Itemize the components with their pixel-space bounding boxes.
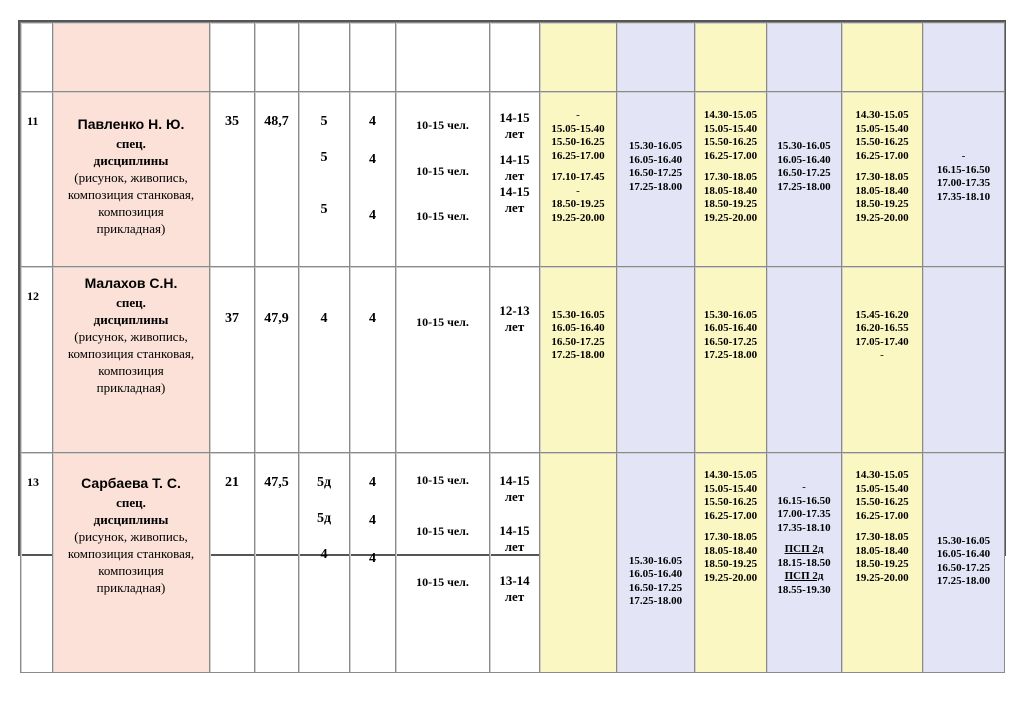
time-slot: 16.05-16.40 xyxy=(777,153,831,166)
class-count: 5 xyxy=(320,202,328,217)
detail-line: прикладная) xyxy=(96,221,166,236)
header-cell-name xyxy=(53,23,210,92)
header-cell xyxy=(350,23,396,92)
detail-line: композиция станковая, xyxy=(67,187,195,202)
age-range: 14-15 xyxy=(499,473,530,488)
age-unit: лет xyxy=(504,489,525,504)
hours-count: 4 xyxy=(369,475,376,490)
value-cell: 47,9 xyxy=(255,267,299,453)
schedule-cell xyxy=(923,267,1005,453)
time-slot: - xyxy=(576,184,580,197)
schedule-cell xyxy=(617,267,695,453)
time-slot: ПСП 2д xyxy=(784,543,824,555)
header-cell xyxy=(255,23,299,92)
time-slot: 16.15-16.50 xyxy=(777,494,831,507)
detail-line: композиция xyxy=(98,204,164,219)
header-cell xyxy=(396,23,490,92)
time-slot: 19.25-20.00 xyxy=(855,571,909,584)
group-size: 10-15 чел. xyxy=(416,118,469,132)
time-slot: 15.30-16.05 xyxy=(628,554,683,567)
time-slot: 17.30-18.05 xyxy=(855,531,909,543)
schedule-cell xyxy=(767,92,842,267)
detail-line: (рисунок, живопись, xyxy=(74,170,188,185)
time-slot: ПСП 2д xyxy=(784,570,824,582)
time-slot: 17.25-18.00 xyxy=(777,180,831,193)
time-slot: 17.30-18.05 xyxy=(703,531,758,543)
schedule-cell xyxy=(842,92,923,267)
time-slot: 15.50-16.25 xyxy=(703,496,758,508)
hours-count: 4 xyxy=(350,267,396,453)
class-count: 4 xyxy=(320,547,328,562)
time-slot: - xyxy=(576,109,580,121)
time-slot: 16.05-16.40 xyxy=(936,548,991,560)
header-cell xyxy=(299,23,350,92)
detail-line: композиция xyxy=(98,563,164,578)
detail-line: (рисунок, живопись, xyxy=(74,529,188,544)
class-count: 4 xyxy=(299,267,350,453)
detail-line: прикладная) xyxy=(96,580,166,595)
time-slot: 18.15-18.50 xyxy=(777,556,831,569)
group-cell xyxy=(396,453,490,673)
hours-cell xyxy=(350,92,396,267)
time-slot: 16.50-17.25 xyxy=(551,335,605,348)
detail-line: композиция xyxy=(98,363,164,378)
time-slot: 16.20-16.55 xyxy=(855,322,909,334)
group-size: 10-15 чел. xyxy=(416,524,469,538)
time-slot: 18.50-19.25 xyxy=(703,558,758,570)
time-slot: 19.25-20.00 xyxy=(855,211,909,224)
class-count: 5д xyxy=(316,475,332,490)
time-slot: 17.05-17.40 xyxy=(855,335,909,348)
age-cell xyxy=(490,453,540,673)
age-unit: лет xyxy=(504,200,525,215)
hours-cell xyxy=(350,453,396,673)
time-slot: 18.05-18.40 xyxy=(703,184,758,197)
time-slot: 15.30-16.05 xyxy=(703,308,758,321)
age-unit: лет xyxy=(504,589,525,604)
row-number: 11 xyxy=(21,92,53,267)
hours-count: 4 xyxy=(369,152,376,167)
schedule-cell xyxy=(540,92,617,267)
time-slot: 17.00-17.35 xyxy=(936,177,991,189)
hours-count: 4 xyxy=(369,208,376,223)
time-slot: 17.25-18.00 xyxy=(628,180,683,193)
class-count-cell xyxy=(299,453,350,673)
header-day-cell xyxy=(767,23,842,92)
time-slot: 15.05-15.40 xyxy=(551,122,605,135)
age-range: 14-15 xyxy=(499,152,530,167)
teacher-cell xyxy=(53,267,210,453)
age-range: 14-15 xyxy=(499,110,530,125)
age-range: 14-15 xyxy=(499,523,530,538)
schedule-cell xyxy=(842,453,923,673)
schedule-cell xyxy=(695,92,767,267)
time-slot: 19.25-20.00 xyxy=(703,211,758,224)
age-unit: лет xyxy=(504,126,525,141)
schedule-cell xyxy=(540,267,617,453)
age-cell xyxy=(490,267,540,453)
time-slot: 16.05-16.40 xyxy=(703,322,758,334)
value-cell: 37 xyxy=(210,267,255,453)
schedule-cell xyxy=(923,453,1005,673)
hours-count: 4 xyxy=(369,551,376,566)
time-slot: 17.35-18.10 xyxy=(936,190,991,203)
time-slot: 18.05-18.40 xyxy=(855,544,909,557)
time-slot: 15.30-16.05 xyxy=(628,140,683,152)
time-slot: 18.05-18.40 xyxy=(855,184,909,197)
group-cell xyxy=(396,92,490,267)
time-slot: 17.25-18.00 xyxy=(936,575,991,587)
teacher-cell xyxy=(53,453,210,673)
group-size: 10-15 чел. xyxy=(416,164,469,178)
disc-label: дисциплины xyxy=(93,312,169,327)
time-slot: 16.25-17.00 xyxy=(551,149,605,162)
time-slot: 15.50-16.25 xyxy=(703,136,758,148)
age-range: 13-14 xyxy=(499,573,530,588)
schedule-cell xyxy=(695,267,767,453)
teacher-cell xyxy=(53,92,210,267)
schedule-cell xyxy=(617,92,695,267)
time-slot: - xyxy=(880,349,884,361)
class-count: 5 xyxy=(320,114,328,129)
header-day-cell xyxy=(695,23,767,92)
group-size: 10-15 чел. xyxy=(416,209,469,223)
time-slot: 16.05-16.40 xyxy=(628,153,683,166)
row-number: 13 xyxy=(21,453,53,673)
header-cell-num xyxy=(21,23,53,92)
hours-count: 4 xyxy=(369,114,376,129)
time-slot: 18.50-19.25 xyxy=(551,198,605,210)
schedule-cell xyxy=(767,267,842,453)
time-slot: 16.50-17.25 xyxy=(628,167,683,179)
time-slot: 17.10-17.45 xyxy=(551,171,605,183)
detail-line: композиция станковая, xyxy=(67,346,195,361)
teacher-name: Сарбаева Т. С. xyxy=(81,475,181,491)
time-slot: 18.55-19.30 xyxy=(777,583,831,596)
age-unit: лет xyxy=(504,539,525,554)
value-cell: 47,5 xyxy=(255,453,299,673)
time-slot: 16.05-16.40 xyxy=(551,322,605,334)
schedule-cell xyxy=(617,453,695,673)
group-size: 10-15 чел. xyxy=(396,267,490,453)
group-size: 10-15 чел. xyxy=(416,473,469,487)
time-slot: 14.30-15.05 xyxy=(703,109,758,121)
time-slot: 17.30-18.05 xyxy=(855,171,909,183)
header-day-cell xyxy=(842,23,923,92)
age-unit: лет xyxy=(504,319,525,334)
time-slot: 15.05-15.40 xyxy=(703,482,758,495)
teacher-name: Малахов С.Н. xyxy=(84,275,178,291)
class-count: 5д xyxy=(316,511,332,526)
spec-label: спец. xyxy=(116,495,146,510)
schedule-cell xyxy=(923,92,1005,267)
time-slot: 17.25-18.00 xyxy=(628,595,683,607)
time-slot: 18.05-18.40 xyxy=(703,544,758,557)
detail-line: прикладная) xyxy=(96,380,166,395)
schedule-sheet xyxy=(18,20,1006,607)
class-count: 5 xyxy=(320,150,328,165)
time-slot: 16.05-16.40 xyxy=(628,568,683,580)
schedule-table xyxy=(20,22,1005,673)
time-slot: 14.30-15.05 xyxy=(855,469,909,481)
time-slot: 15.50-16.25 xyxy=(855,496,909,508)
time-slot: 15.30-16.05 xyxy=(777,140,831,152)
disc-label: дисциплины xyxy=(93,153,169,168)
spec-label: спец. xyxy=(116,136,146,151)
time-slot: 16.50-17.25 xyxy=(703,335,758,348)
age-unit: лет xyxy=(504,168,525,183)
time-slot: 18.50-19.25 xyxy=(855,558,909,570)
time-slot: 15.05-15.40 xyxy=(703,122,758,135)
row-number: 12 xyxy=(21,267,53,453)
schedule-cell xyxy=(695,453,767,673)
age-range: 14-15 xyxy=(499,184,530,199)
time-slot: 16.15-16.50 xyxy=(936,163,991,176)
time-slot: 14.30-15.05 xyxy=(703,469,758,481)
schedule-cell xyxy=(842,267,923,453)
time-slot: 16.50-17.25 xyxy=(936,561,991,574)
time-slot: 15.30-16.05 xyxy=(936,534,991,547)
schedule-cell xyxy=(540,453,617,673)
time-slot: 17.35-18.10 xyxy=(777,521,831,534)
table-row xyxy=(21,92,1005,267)
time-slot: 15.05-15.40 xyxy=(855,122,909,135)
time-slot: 16.25-17.00 xyxy=(855,509,909,522)
time-slot: 15.30-16.05 xyxy=(551,308,605,321)
time-slot: 18.50-19.25 xyxy=(703,198,758,210)
header-day-cell xyxy=(923,23,1005,92)
time-slot: 15.05-15.40 xyxy=(855,482,909,495)
detail-line: композиция станковая, xyxy=(67,546,195,561)
time-slot: - xyxy=(802,481,806,493)
time-slot: 15.50-16.25 xyxy=(855,136,909,148)
time-slot: 19.25-20.00 xyxy=(551,211,605,224)
spec-label: спец. xyxy=(116,295,146,310)
header-cell xyxy=(490,23,540,92)
age-range: 12-13 xyxy=(499,303,530,318)
class-count-cell xyxy=(299,92,350,267)
time-slot: 16.50-17.25 xyxy=(628,581,683,594)
time-slot: 15.45-16.20 xyxy=(855,308,909,321)
time-slot: 16.25-17.00 xyxy=(855,149,909,162)
time-slot: 19.25-20.00 xyxy=(703,571,758,584)
time-slot: 17.25-18.00 xyxy=(703,349,758,361)
time-slot: 15.50-16.25 xyxy=(551,136,605,148)
time-slot: 17.30-18.05 xyxy=(703,171,758,183)
schedule-cell xyxy=(767,453,842,673)
value-cell: 21 xyxy=(210,453,255,673)
time-slot: 18.50-19.25 xyxy=(855,198,909,210)
header-row xyxy=(21,23,1005,92)
time-slot: 17.25-18.00 xyxy=(551,349,605,361)
detail-line: (рисунок, живопись, xyxy=(74,329,188,344)
value-cell: 35 xyxy=(210,92,255,267)
table-row xyxy=(21,453,1005,673)
header-day-cell xyxy=(617,23,695,92)
time-slot: 16.50-17.25 xyxy=(777,167,831,179)
age-cell xyxy=(490,92,540,267)
hours-count: 4 xyxy=(369,513,376,528)
header-day-cell xyxy=(540,23,617,92)
table-row xyxy=(21,267,1005,453)
value-cell: 48,7 xyxy=(255,92,299,267)
time-slot: - xyxy=(961,150,966,162)
time-slot: 17.00-17.35 xyxy=(777,508,831,520)
time-slot: 16.25-17.00 xyxy=(703,509,758,522)
time-slot: 16.25-17.00 xyxy=(703,149,758,162)
teacher-name: Павленко Н. Ю. xyxy=(77,116,185,132)
time-slot: 14.30-15.05 xyxy=(855,109,909,121)
header-cell xyxy=(210,23,255,92)
group-size: 10-15 чел. xyxy=(416,575,469,589)
disc-label: дисциплины xyxy=(93,512,169,527)
